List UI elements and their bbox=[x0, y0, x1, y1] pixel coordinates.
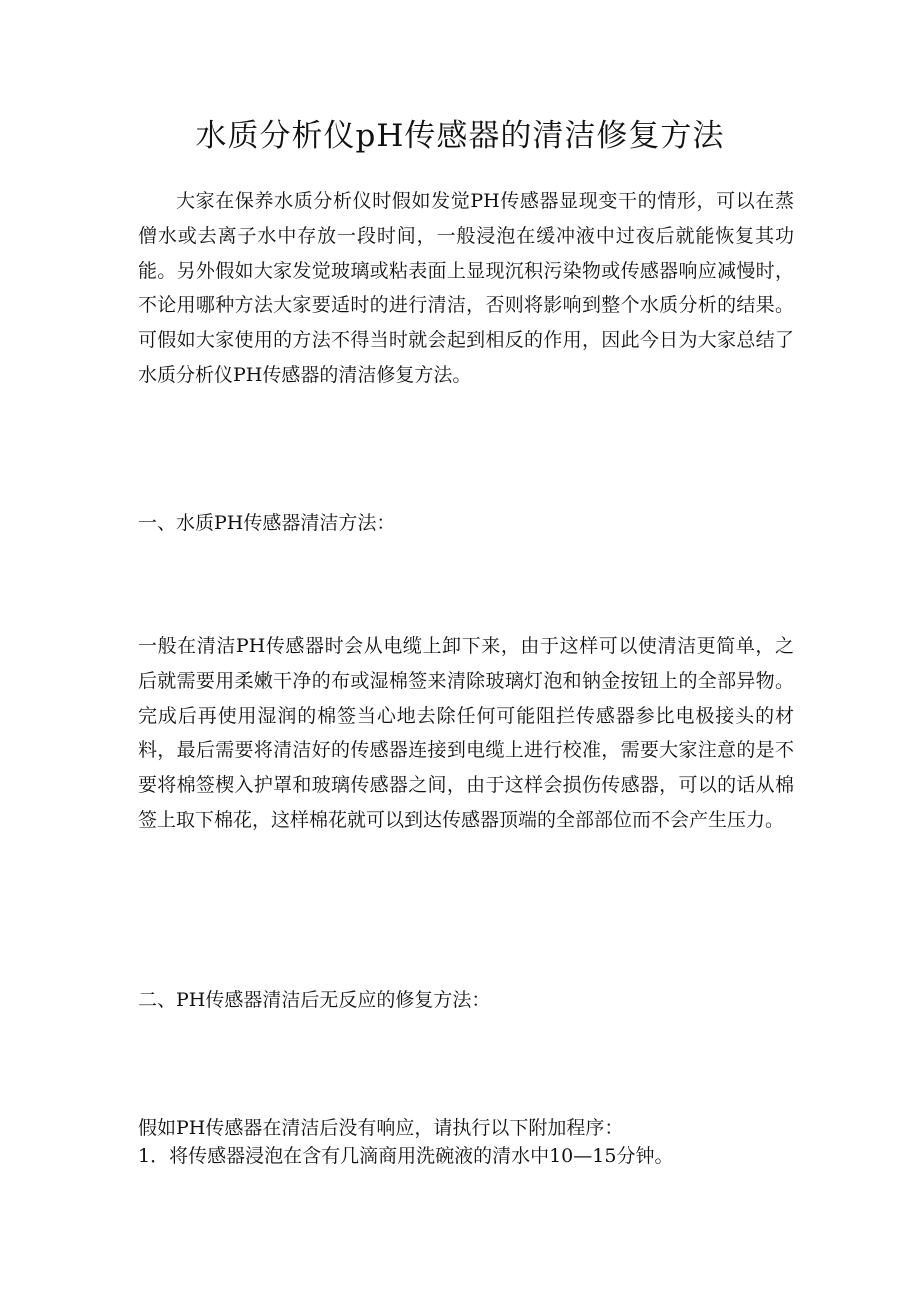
intro-paragraph: 大家在保养水质分析仪时假如发觉PH传感器显现变干的情形，可以在蒸僧水或去离子水中存放一段时间，一般浸泡在缓冲液中过夜后就能恢复其功能。另外假如大家发觉玻璃或粘表面上显现沉积污染物或传感器响应减慢时，不论用哪种方法大家要适时的进行清洁，否则将影响到整个水质分析的结果。可假如大家使用的方法不得当时就会起到相反的作用，因此今日为大家总结了水质分析仪PH传感器的清洁修复方法。 bbox=[138, 190, 794, 386]
section1-paragraph: 一般在清洁PH传感器时会从电缆上卸下来，由于这样可以使清洁更简单，之后就需要用柔嫩干净的布或湿棉签来清除玻璃灯泡和钠金按钮上的全部异物。完成后再使用湿润的棉签当心地去除任何可能阻拦传感器参比电极接头的材料，最后需要将清洁好的传感器连接到电缆上进行校准，需要大家注意的是不要将棉签楔入护罩和玻璃传感器之间，由于这样会损伤传感器，可以的话从棉签上取下棉花，这样棉花就可以到达传感器顶端的全部部位而不会产生压力。 bbox=[138, 635, 794, 831]
section1-heading: 一、水质PH传感器清洁方法： bbox=[138, 512, 396, 534]
section2-heading: 二、PH传感器清洁后无反应的修复方法： bbox=[138, 989, 491, 1011]
document-title: 水质分析仪pH传感器的清洁修复方法 bbox=[195, 118, 725, 154]
section2-step1-line: 1．将传感器浸泡在含有几滴商用洗碗液的清水中10—15分钟。 bbox=[138, 1145, 674, 1167]
section2-intro-line: 假如PH传感器在清洁后没有响应，请执行以下附加程序： bbox=[138, 1117, 624, 1139]
